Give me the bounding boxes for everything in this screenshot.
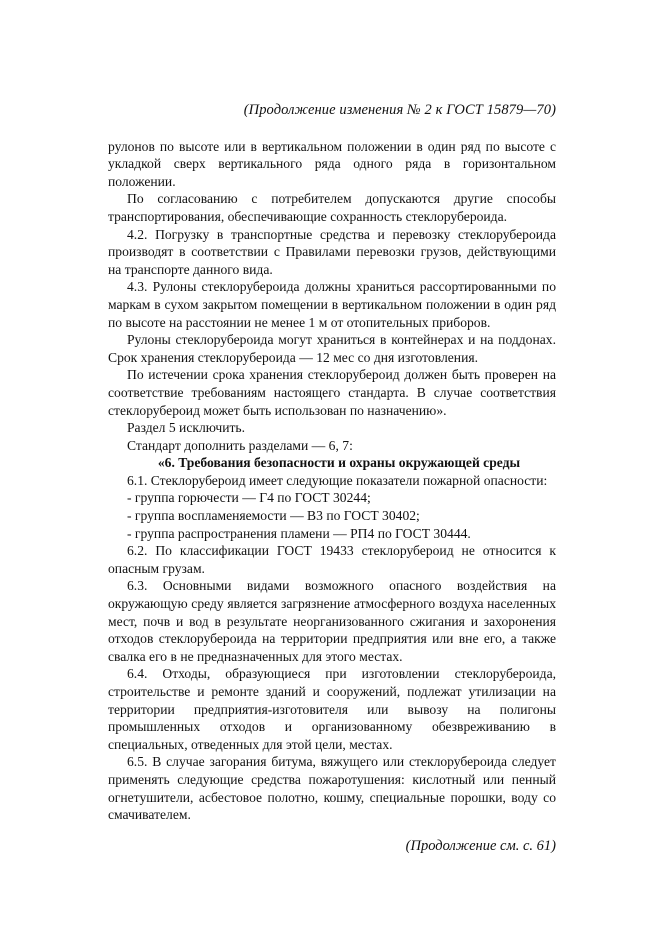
document-body [108, 138, 556, 824]
paragraph-4-2: 4.2. Погрузку в транспортные средства и перевозку стеклорубероида производят в соответствии с Правилами перевозки грузов, действующими на транспорте данного вида. [108, 226, 556, 277]
paragraph-add-sections: Стандарт дополнить разделами — 6, 7: [127, 437, 353, 453]
list-item-flammability: - группа горючести — Г4 по ГОСТ 30244; [127, 490, 371, 506]
paragraph-section-5-remove: Раздел 5 исключить. [127, 420, 246, 436]
paragraph-6-1: 6.1. Стеклорубероид имеет следующие показатели пожарной опасности: [127, 472, 548, 488]
document-page [108, 102, 556, 855]
page-header: (Продолжение изменения № 2 к ГОСТ 15879—70) [243, 102, 556, 118]
list-item-flame-spread: - группа распространения пламени — РП4 по ГОСТ 30444. [127, 525, 471, 541]
list-item-ignitability: - группа воспламеняемости — В3 по ГОСТ 30402; [127, 508, 420, 524]
paragraph-6-4: 6.4. Отходы, образующиеся при изготовлении стеклорубероида, строительстве и ремонте зданий и сооружений, подлежат утилизации на территории предприятия-изготовителя или вывозу на полигоны промышленных отходов и организованному обезвреживанию в специальных, отведенных для этой цели, местах. [108, 666, 556, 752]
paragraph-6-5: 6.5. В случае загорания битума, вяжущего или стеклорубероида следует применять следующие средства пожаротушения: кислотный или пенный огнетушители, асбестовое полотно, кошму, специальные порошки, воду со смачивателем. [108, 754, 556, 823]
paragraph-4-3: 4.3. Рулоны стеклорубероида должны храниться рассортированными по маркам в сухом закрытом помещении в вертикальном положении в один ряд по высоте на расстоянии не менее 1 м от отопительных приборов. [108, 279, 556, 330]
paragraph-continuation: рулонов по высоте или в вертикальном положении в один ряд по высоте с укладкой сверх вертикального ряда одного ряда в горизонтальном положении. [108, 138, 556, 189]
page-footer: (Продолжение см. с. 61) [405, 837, 556, 854]
paragraph-storage-expiry: По истечении срока хранения стеклорубероид должен быть проверен на соответствие требованиям настоящего стандарта. В случае соответствия стеклорубероид может быть использован по назначению». [108, 367, 556, 418]
paragraph-6-3: 6.3. Основными видами возможного опасного воздействия на окружающую среду является загрязнение атмосферного воздуха населенных мест, почв и вод в результате неорганизованного сжигания и захоронения отходов стеклорубероида на территории предприятия или вне его, а также свалка его в не предназначенных для этого местах. [108, 578, 556, 664]
paragraph-transport-agreement: По согласованию с потребителем допускаются другие способы транспортирования, обеспечивающие сохранность стеклорубероида. [108, 191, 556, 224]
section-6-heading: «6. Требования безопасности и охраны окружающей среды [157, 455, 521, 471]
paragraph-6-2: 6.2. По классификации ГОСТ 19433 стеклорубероид не относится к опасным грузам. [108, 543, 556, 576]
paragraph-storage-containers: Рулоны стеклорубероида могут храниться в контейнерах и на поддонах. Срок хранения стеклорубероида — 12 мес со дня изготовления. [108, 332, 556, 365]
